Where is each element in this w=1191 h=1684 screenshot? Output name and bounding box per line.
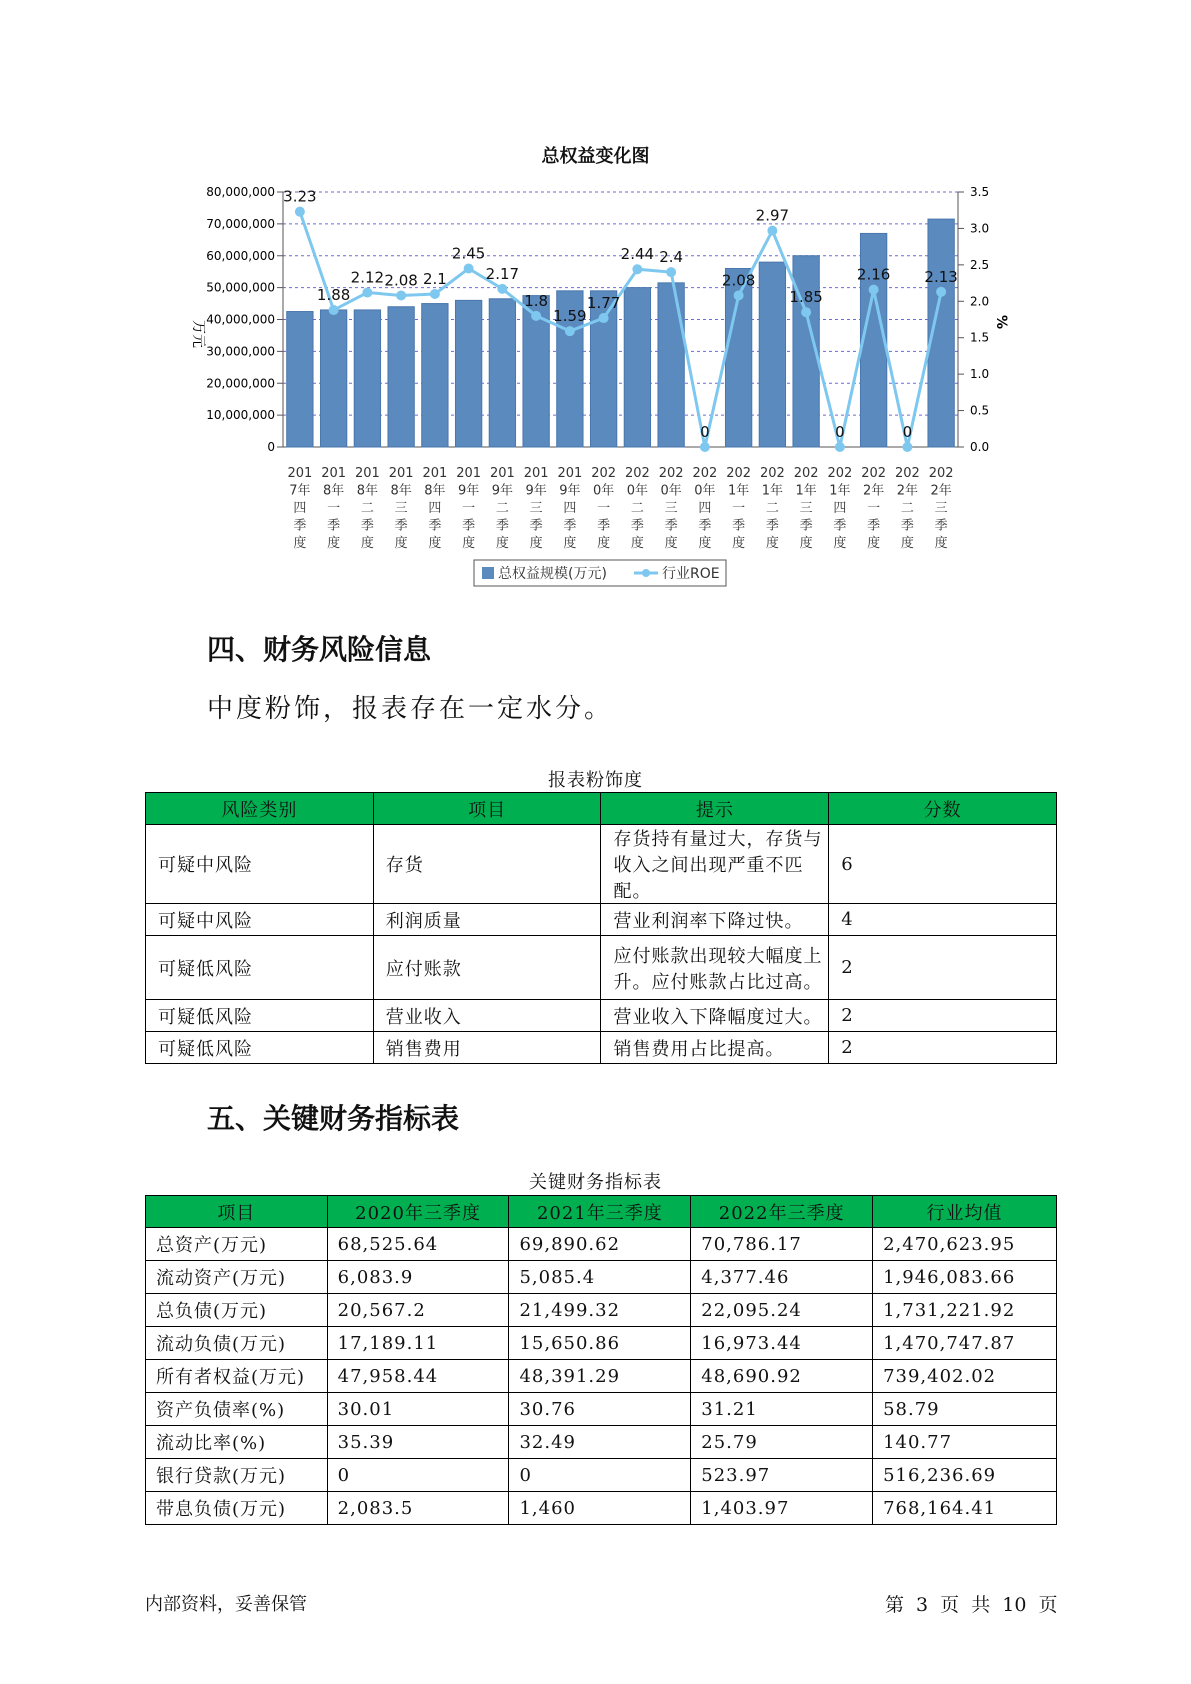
risk-table [145,792,1057,1064]
x-tick-label: 季 [900,518,914,534]
x-tick-label: 度 [799,536,813,551]
kpi-cell: 6,083.9 [327,1261,509,1294]
y2-tick-label: 0.5 [970,403,990,418]
x-tick-label: 1年 [829,483,851,499]
x-tick-label: 201 [287,466,313,481]
kpi-table [145,1195,1057,1525]
kpi-cell: 21,499.32 [509,1294,691,1327]
x-tick-label: 202 [827,466,853,481]
x-tick-label: 三 [529,501,543,516]
risk-cell: 销售费用 [373,1032,601,1064]
risk-cell: 2 [829,1000,1057,1032]
x-tick-label: 202 [658,466,684,481]
kpi-row [146,1426,1057,1459]
risk-row [146,825,1057,904]
risk-row [146,1000,1057,1032]
y2-tick-label: 0.0 [970,440,990,454]
x-tick-label: 一 [327,501,341,516]
legend-line-marker [642,569,650,577]
kpi-cell: 48,690.92 [691,1360,873,1393]
x-tick-label: 四 [428,501,442,516]
kpi-cell: 22,095.24 [691,1294,873,1327]
x-tick-label: 8年 [322,483,345,499]
roe-data-label: 1.59 [553,307,587,326]
kpi-cell: 0 [509,1459,691,1492]
roe-point [329,305,339,315]
y2-tick-label: 3.5 [970,185,990,199]
risk-cell: 应付账款出现较大幅度上升。应付账款占比过高。 [601,936,829,1000]
kpi-cell: 68,525.64 [327,1228,509,1261]
x-tick-label: 0年 [694,483,716,499]
roe-data-label: 0 [902,423,913,441]
x-tick-label: 度 [900,536,914,551]
x-tick-label: 二 [495,501,509,516]
kpi-cell: 带息负债(万元) [146,1492,328,1525]
x-tick-label: 201 [523,466,549,481]
roe-point [632,264,642,274]
x-tick-label: 四 [563,501,577,516]
section4-heading: 四、财务风险信息 [207,633,432,666]
bar [388,307,414,447]
risk-header-3: 分数 [829,793,1057,825]
x-tick-label: 二 [360,501,374,516]
kpi-cell: 银行贷款(万元) [146,1459,328,1492]
risk-cell: 存货 [373,825,601,904]
kpi-cell: 2,470,623.95 [873,1228,1057,1261]
kpi-cell: 48,391.29 [509,1360,691,1393]
kpi-cell: 17,189.11 [327,1327,509,1360]
risk-cell: 可疑低风险 [146,1000,374,1032]
x-tick-label: 季 [597,518,611,534]
roe-data-label: 2.08 [721,271,756,290]
roe-data-label: 1.8 [524,291,549,310]
kpi-cell: 总负债(万元) [146,1294,328,1327]
x-tick-label: 季 [327,518,341,534]
kpi-header-4: 行业均值 [873,1196,1057,1228]
x-tick-label: 季 [428,518,442,534]
x-tick-label: 季 [462,518,476,534]
x-tick-label: 201 [557,466,583,481]
roe-point [396,290,406,300]
x-tick-label: 度 [833,536,847,551]
kpi-cell: 20,567.2 [327,1294,509,1327]
x-tick-label: 201 [354,466,380,481]
y-tick-label: 40,000,000 [206,312,275,327]
kpi-row [146,1228,1057,1261]
x-tick-label: 度 [597,536,611,551]
x-tick-label: 8年 [356,483,379,499]
kpi-cell: 25.79 [691,1426,873,1459]
y2-tick-label: 2.5 [970,257,990,272]
x-tick-label: 0年 [592,483,615,499]
x-tick-label: 度 [630,536,644,551]
roe-point [734,290,744,300]
kpi-cell: 739,402.02 [873,1360,1057,1393]
kpi-cell: 流动比率(%) [146,1426,328,1459]
risk-table-caption: 报表粉饰度 [548,770,643,791]
x-tick-label: 季 [664,518,678,534]
risk-cell: 营业利润率下降过快。 [601,904,829,936]
risk-cell: 可疑中风险 [146,825,374,904]
x-tick-label: 度 [732,536,746,551]
x-tick-label: 2年 [896,483,919,499]
risk-cell: 营业收入下降幅度过大。 [601,1000,829,1032]
kpi-cell: 35.39 [327,1426,509,1459]
y2-tick-label: 1.5 [970,330,990,345]
roe-point [531,311,541,321]
x-tick-label: 202 [624,466,650,481]
risk-row [146,904,1057,936]
kpi-cell: 31.21 [691,1393,873,1426]
x-tick-label: 三 [799,501,813,516]
roe-data-label: 2.08 [384,271,418,290]
risk-cell: 存货持有量过大，存货与收入之间出现严重不匹配。 [601,825,829,904]
x-tick-label: 度 [428,536,442,551]
kpi-row [146,1294,1057,1327]
x-tick-label: 季 [732,518,746,534]
x-tick-label: 202 [759,466,785,481]
x-tick-label: 三 [664,501,678,516]
roe-point [869,285,879,295]
kpi-cell: 0 [327,1459,509,1492]
x-tick-label: 度 [529,536,543,551]
x-tick-label: 二 [765,501,779,516]
roe-point [599,313,609,323]
roe-data-label: 0 [700,423,710,441]
x-tick-label: 一 [867,501,881,516]
x-tick-label: 8年 [390,483,412,499]
risk-cell: 可疑中风险 [146,904,374,936]
bar [354,310,380,447]
y-tick-label: 60,000,000 [206,248,275,263]
roe-data-label: 2.4 [659,248,684,267]
x-tick-label: 季 [833,518,847,534]
y2-tick-label: 3.0 [970,221,990,236]
kpi-cell: 4,377.46 [691,1261,873,1294]
x-tick-label: 二 [900,501,914,516]
x-tick-label: 7年 [289,483,311,499]
kpi-cell: 5,085.4 [509,1261,691,1294]
x-tick-label: 度 [867,536,881,551]
x-tick-label: 1年 [727,483,750,499]
risk-cell: 2 [829,1032,1057,1064]
bar [624,288,650,447]
roe-point [700,442,710,452]
x-tick-label: 0年 [660,483,682,499]
x-tick-label: 度 [394,536,408,551]
kpi-cell: 流动资产(万元) [146,1261,328,1294]
legend-bar-swatch [482,567,494,579]
kpi-row [146,1327,1057,1360]
roe-data-label: 3.23 [283,187,317,206]
x-tick-label: 1年 [795,483,817,499]
x-tick-label: 季 [630,518,644,534]
risk-header-0: 风险类别 [146,793,374,825]
y2-axis-label: % [993,315,1009,330]
kpi-row [146,1492,1057,1525]
x-tick-label: 度 [360,536,374,551]
x-tick-label: 201 [388,466,414,481]
roe-data-label: 1.85 [789,288,823,307]
x-tick-label: 1年 [761,483,784,499]
y-tick-label: 10,000,000 [206,408,275,423]
x-tick-label: 季 [698,518,712,534]
y-tick-label: 20,000,000 [206,376,275,391]
kpi-cell: 1,731,221.92 [873,1294,1057,1327]
roe-data-label: 2.12 [350,268,385,287]
roe-data-label: 0 [835,423,845,441]
y-tick-label: 70,000,000 [206,216,275,231]
kpi-cell: 70,786.17 [691,1228,873,1261]
x-tick-label: 度 [327,536,341,551]
roe-point [362,288,372,298]
x-tick-label: 202 [793,466,819,481]
x-tick-label: 9年 [559,483,581,499]
x-tick-label: 季 [799,518,813,534]
bar [320,310,346,447]
risk-row [146,1032,1057,1064]
kpi-header-2: 2021年三季度 [509,1196,691,1228]
kpi-cell: 15,650.86 [509,1327,691,1360]
y-tick-label: 30,000,000 [206,344,275,359]
x-tick-label: 季 [867,518,881,534]
y-tick-label: 80,000,000 [206,185,275,199]
risk-cell: 可疑低风险 [146,936,374,1000]
kpi-cell: 58.79 [873,1393,1057,1426]
x-tick-label: 季 [495,518,509,534]
x-tick-label: 度 [765,536,779,551]
x-tick-label: 二 [630,501,644,516]
page-number: 第 3 页 共 10 页 [885,1594,1058,1616]
x-tick-label: 季 [529,518,543,534]
x-tick-label: 201 [456,466,482,481]
x-tick-label: 三 [394,501,408,516]
x-tick-label: 三 [934,501,948,516]
y-axis-label: 万元 [190,320,206,348]
x-tick-label: 度 [495,536,509,551]
risk-cell: 4 [829,904,1057,936]
roe-data-label: 2.1 [422,270,447,288]
x-tick-label: 2年 [862,483,885,499]
kpi-cell: 1,403.97 [691,1492,873,1525]
kpi-row [146,1459,1057,1492]
kpi-row [146,1393,1057,1426]
x-tick-label: 四 [698,501,712,516]
roe-data-label: 2.45 [451,244,486,263]
kpi-header-3: 2022年三季度 [691,1196,873,1228]
roe-data-label: 2.16 [856,265,891,284]
chart-title: 总权益变化图 [541,146,650,167]
bar [489,299,515,447]
x-tick-label: 202 [692,466,718,481]
roe-point [767,226,777,236]
kpi-cell: 30.76 [509,1393,691,1426]
x-tick-label: 9年 [525,483,547,499]
x-tick-label: 季 [563,518,577,534]
x-tick-label: 202 [861,466,887,481]
y2-tick-label: 2.0 [970,294,990,309]
x-tick-label: 一 [462,501,476,516]
x-tick-label: 0年 [626,483,649,499]
roe-data-label: 1.77 [586,294,621,313]
x-tick-label: 度 [664,536,678,551]
kpi-cell: 16,973.44 [691,1327,873,1360]
equity-chart [0,170,1191,600]
x-tick-label: 201 [321,466,347,481]
x-tick-label: 2年 [930,483,952,499]
kpi-cell: 总资产(万元) [146,1228,328,1261]
x-tick-label: 一 [732,501,746,516]
x-tick-label: 度 [293,536,307,551]
roe-point [430,289,440,299]
x-tick-label: 202 [591,466,617,481]
kpi-cell: 1,946,083.66 [873,1261,1057,1294]
risk-cell: 应付账款 [373,936,601,1000]
x-tick-label: 季 [394,518,408,534]
section5-heading: 五、关键财务指标表 [207,1102,460,1135]
risk-row [146,936,1057,1000]
kpi-cell: 69,890.62 [509,1228,691,1261]
kpi-cell: 768,164.41 [873,1492,1057,1525]
x-tick-label: 8年 [424,483,446,499]
roe-point [464,264,474,274]
kpi-cell: 资产负债率(%) [146,1393,328,1426]
bar [455,300,481,447]
roe-data-label: 2.17 [485,264,520,283]
x-tick-label: 度 [934,536,948,551]
risk-cell: 销售费用占比提高。 [601,1032,829,1064]
roe-point [295,207,305,217]
kpi-row [146,1360,1057,1393]
kpi-cell: 所有者权益(万元) [146,1360,328,1393]
roe-point [666,267,676,277]
x-tick-label: 202 [928,466,954,481]
kpi-cell: 1,470,747.87 [873,1327,1057,1360]
x-tick-label: 度 [563,536,577,551]
x-tick-label: 季 [765,518,779,534]
bar [759,262,785,447]
kpi-cell: 2,083.5 [327,1492,509,1525]
risk-cell: 营业收入 [373,1000,601,1032]
kpi-cell: 47,958.44 [327,1360,509,1393]
kpi-cell: 32.49 [509,1426,691,1459]
bar [422,304,448,447]
kpi-cell: 516,236.69 [873,1459,1057,1492]
y-tick-label: 50,000,000 [206,280,275,295]
roe-data-label: 1.88 [316,286,351,305]
kpi-cell: 140.77 [873,1426,1057,1459]
x-tick-label: 四 [833,501,847,516]
x-tick-label: 度 [462,536,476,551]
kpi-header-1: 2020年三季度 [327,1196,509,1228]
x-tick-label: 9年 [491,483,514,499]
risk-cell: 2 [829,936,1057,1000]
kpi-header-0: 项目 [146,1196,328,1228]
risk-cell: 可疑低风险 [146,1032,374,1064]
risk-header-2: 提示 [601,793,829,825]
x-tick-label: 度 [698,536,712,551]
risk-header-1: 项目 [373,793,601,825]
x-tick-label: 季 [360,518,374,534]
roe-data-label: 2.44 [620,245,655,264]
roe-point [835,442,845,452]
footer-note: 内部资料，妥善保管 [145,1594,307,1615]
kpi-table-caption: 关键财务指标表 [529,1172,662,1193]
x-tick-label: 一 [597,501,611,516]
bar [287,312,313,447]
kpi-cell: 30.01 [327,1393,509,1426]
x-tick-label: 四 [293,501,307,516]
risk-cell: 6 [829,825,1057,904]
x-tick-label: 202 [726,466,752,481]
legend-line-label: 行业ROE [662,566,720,582]
x-tick-label: 202 [894,466,920,481]
roe-point [801,307,811,317]
risk-cell: 利润质量 [373,904,601,936]
risk-summary: 中度粉饰，报表存在一定水分。 [207,694,614,724]
roe-point [902,442,912,452]
kpi-cell: 523.97 [691,1459,873,1492]
roe-point [936,287,946,297]
x-tick-label: 季 [934,518,948,534]
roe-data-label: 2.97 [755,206,790,225]
legend-bar-label: 总权益规模(万元) [498,566,607,582]
x-tick-label: 201 [422,466,448,481]
kpi-cell: 1,460 [509,1492,691,1525]
roe-point [497,284,507,294]
bar [658,283,684,447]
kpi-row [146,1261,1057,1294]
x-tick-label: 9年 [457,483,480,499]
roe-data-label: 2.13 [924,267,958,286]
x-tick-label: 季 [293,518,307,534]
y-tick-label: 0 [267,440,275,454]
kpi-cell: 流动负债(万元) [146,1327,328,1360]
y2-tick-label: 1.0 [970,367,990,382]
x-tick-label: 201 [489,466,515,481]
roe-point [565,326,575,336]
